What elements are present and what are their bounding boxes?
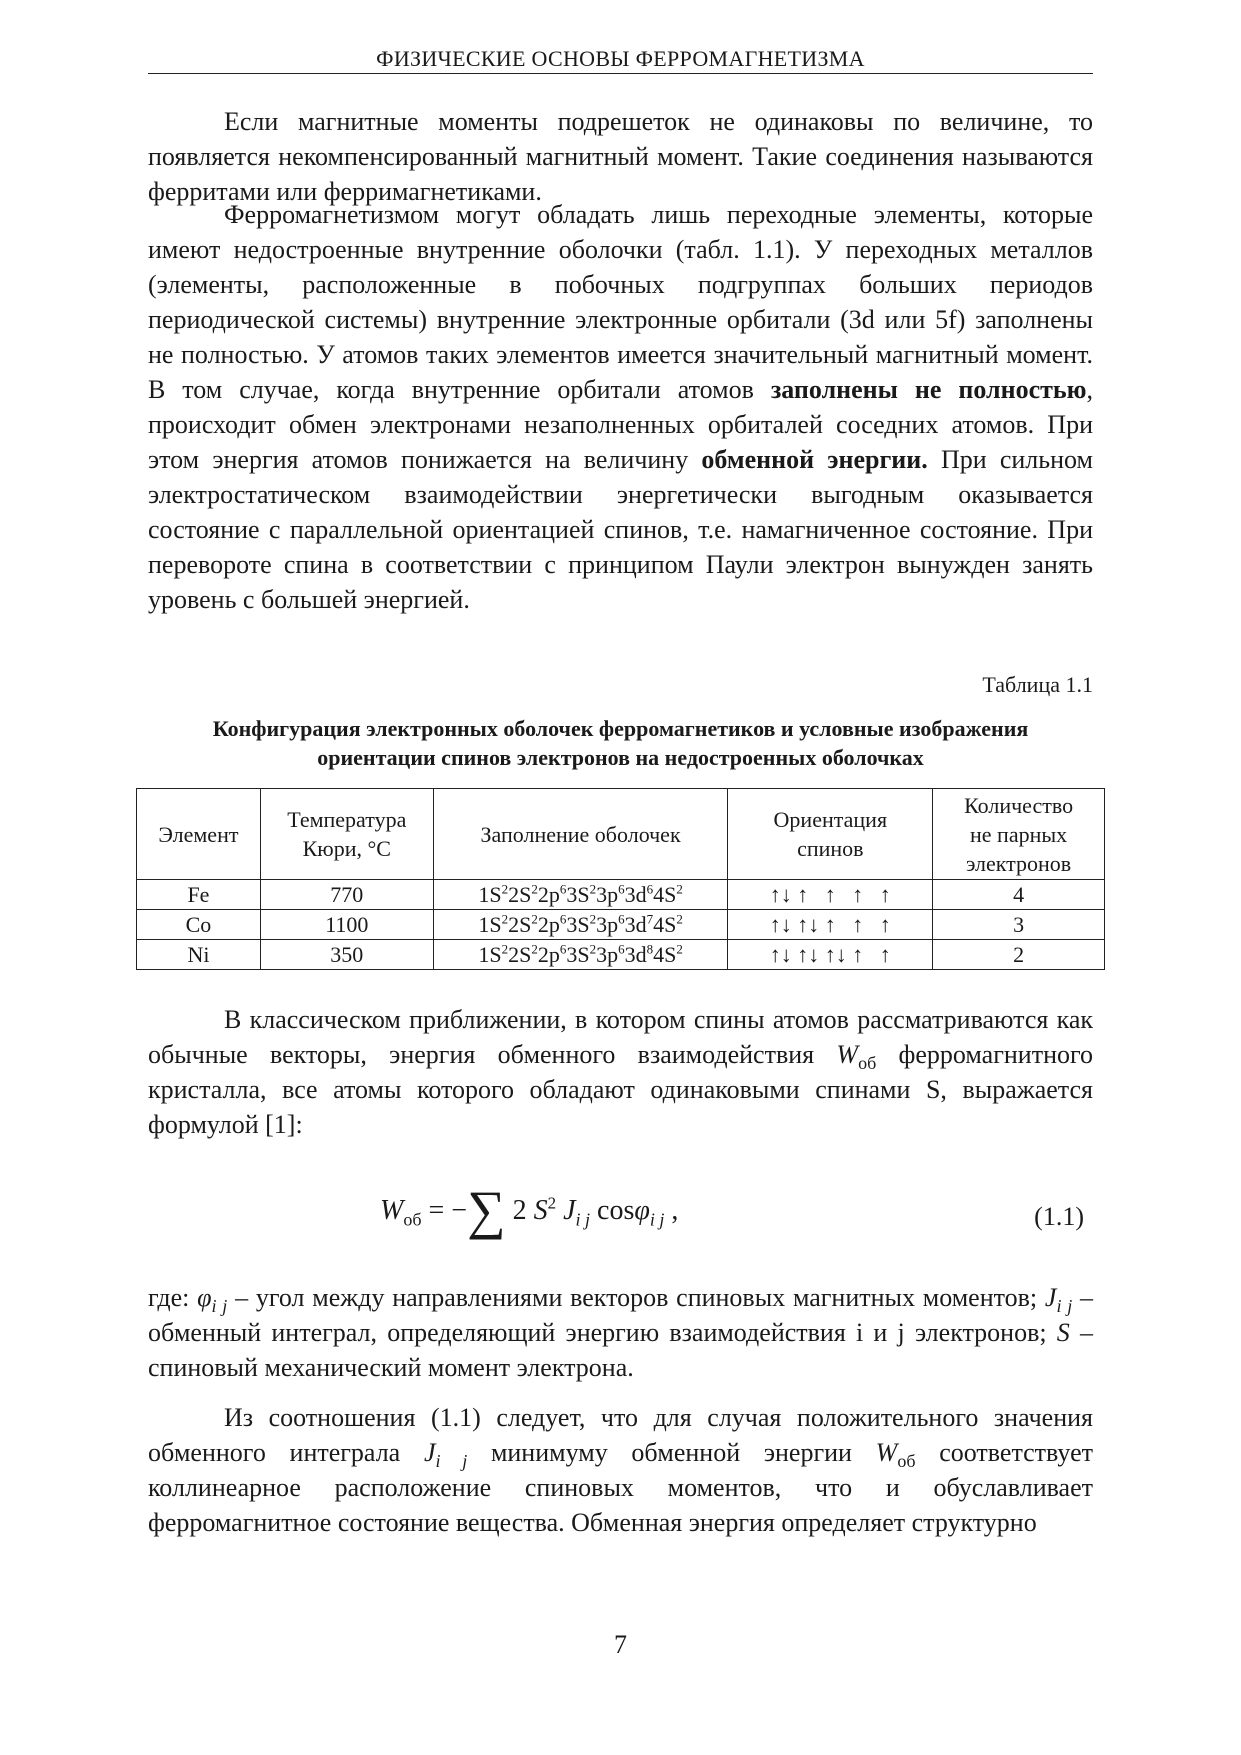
cell-element: Ni bbox=[137, 940, 261, 970]
paragraph-ferrites: Если магнитные моменты подрешеток не одинаковы по величине, то появляется некомпенсированный магнитный момент. Такие соединения называются ферритами или ферримагнетиками. bbox=[148, 107, 1093, 206]
header-orientation: Ориентация спинов bbox=[728, 789, 933, 880]
header-element: Элемент bbox=[137, 789, 261, 880]
cell-spins: ↑↓ ↑ ↑ ↑ ↑ bbox=[728, 880, 933, 910]
table-header-row bbox=[137, 789, 1105, 880]
table-row bbox=[137, 940, 1105, 970]
paragraph-classical-approximation: В классическом приближении, в котором спины атомов рассматриваются как обычные векторы, энергия обменного взаимодействия $W_{об}$ ферромагнитного кристалла, все атомы которого обладают одинаковыми спинами S, выражается формулой [1]: bbox=[148, 1005, 1093, 1139]
header-rule bbox=[148, 73, 1093, 74]
paragraph-ferromagnetism bbox=[148, 197, 1093, 617]
cell-unpaired: 4 bbox=[933, 880, 1105, 910]
cell-filling: $1S^22S^22p^63S^23p^63d^84S^2$ bbox=[433, 940, 728, 970]
cell-spins: ↑↓ ↑↓ ↑ ↑ ↑ bbox=[728, 910, 933, 940]
cell-filling: $1S^22S^22p^63S^23p^63d^74S^2$ bbox=[433, 910, 728, 940]
table-row bbox=[137, 910, 1105, 940]
bold-term-exchange-energy: обменной энергии. bbox=[701, 445, 928, 474]
cell-unpaired: 2 bbox=[933, 940, 1105, 970]
header-unpaired: Количество не парных электронов bbox=[933, 789, 1105, 880]
equation-number: (1.1) bbox=[1034, 1202, 1084, 1231]
symbol-w: W bbox=[836, 1040, 859, 1069]
bold-term-incomplete: заполнены не полностью bbox=[770, 375, 1087, 404]
table-caption-line: Конфигурация электронных оболочек ферромагнетиков и условные изображения bbox=[212, 716, 1029, 741]
cell-curie: 1100 bbox=[260, 910, 433, 940]
running-header: ФИЗИЧЕСКИЕ ОСНОВЫ ФЕРРОМАГНЕТИЗМА bbox=[376, 46, 865, 71]
text-segment: При сильном электростатическом взаимодействии энергетически выгодным оказывается состояние с параллельной ориентацией спинов, т.е. намагниченное состояние. При перевороте спина в соответствии с принципом Паули электрон вынужден занять уровень с большей энергией. bbox=[148, 445, 1093, 614]
paragraph-exchange-integral: Из соотношения (1.1) следует, что для случая положительного значения обменного интеграла $J_{i j}$ минимуму обменной энергии $W_{об}$ соответствует коллинеарное расположение спиновых моментов, что и обуславливает ферромагнитное состояние вещества. Обменная энергия определяет структурно bbox=[148, 1403, 1093, 1537]
paragraph-definitions: где: $\varphi_{i j}$ – угол между направлениями векторов спиновых магнитных моментов; $J_{i j}$ – обменный интеграл, определяющий энергию взаимодействия i и j электронов; S – спиновый механический момент электрона. bbox=[148, 1283, 1094, 1382]
cell-spins: ↑↓ ↑↓ ↑↓ ↑ ↑ bbox=[728, 940, 933, 970]
table-caption bbox=[148, 714, 1093, 772]
spin-configuration-table bbox=[136, 788, 1105, 970]
table-row bbox=[137, 880, 1105, 910]
cell-element: Fe bbox=[137, 880, 261, 910]
header-filling: Заполнение оболочек bbox=[433, 789, 728, 880]
cell-element: Co bbox=[137, 910, 261, 940]
table-caption-line: ориентации спинов электронов на недостроенных оболочках bbox=[317, 745, 924, 770]
cell-curie: 770 bbox=[260, 880, 433, 910]
cell-filling: $1S^22S^22p^63S^23p^63d^64S^2$ bbox=[433, 880, 728, 910]
cell-unpaired: 3 bbox=[933, 910, 1105, 940]
text-segment: , происходит обмен электронами незаполненных орбиталей соседних атомов. При этом энергия атомов понижается на величину bbox=[148, 375, 1093, 474]
cell-curie: 350 bbox=[260, 940, 433, 970]
text-segment: Ферромагнетизмом могут обладать лишь переходные элементы, которые имеют недостроенные внутренние оболочки (табл. 1.1). У переходных металлов (элементы, расположенные в побочных подгруппах больших периодов периодической системы) внутренние электронные орбитали (3d или 5f) заполнены не полностью. У атомов таких элементов имеется значительный магнитный момент. В том случае, когда внутренние орбитали атомов bbox=[148, 200, 1093, 404]
header-curie: Температура Кюри, °С bbox=[260, 789, 433, 880]
page-number: 7 bbox=[614, 1630, 627, 1659]
sum-symbol: ∑ bbox=[467, 1180, 506, 1240]
table-label: Таблица 1.1 bbox=[982, 672, 1093, 697]
exchange-energy-formula: $W_{об}$ = −∑ 2 $S^2$ $J_{i j}$ cosφ$_{i j}$ , bbox=[380, 1180, 679, 1240]
